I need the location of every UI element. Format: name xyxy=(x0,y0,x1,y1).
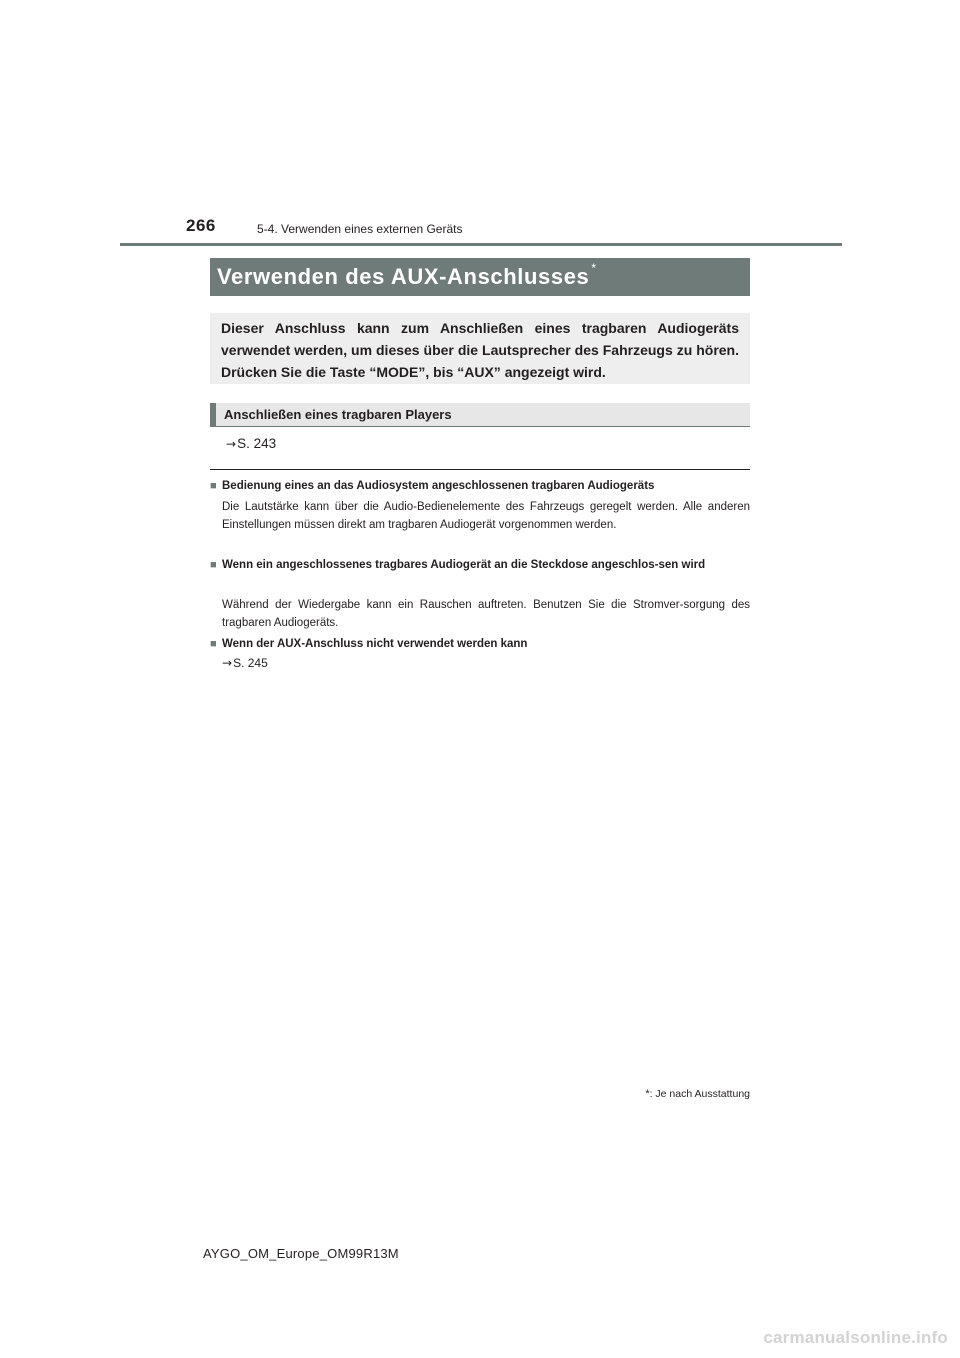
subsection-heading: Anschließen eines tragbaren Players xyxy=(224,407,452,422)
subsection-header xyxy=(210,403,750,427)
page-title: Verwenden des AUX-Anschlusses xyxy=(217,264,590,289)
note-body: Während der Wiedergabe kann ein Rauschen auftreten. Benutzen Sie die Stromver-sorgung des tragbaren Audiogeräts. xyxy=(222,599,750,629)
page-reference-text: S. 245 xyxy=(233,656,268,670)
intro-box xyxy=(210,313,750,384)
asterisk-icon: * xyxy=(645,1088,650,1100)
watermark: carmanualsonline.info xyxy=(763,1328,948,1347)
optional-equipment-asterisk-icon: * xyxy=(591,261,597,275)
note-heading xyxy=(210,635,750,653)
page-reference-link[interactable] xyxy=(222,656,268,670)
section-title-bar xyxy=(210,258,750,296)
page-number: 266 xyxy=(186,216,216,235)
note-heading-text: Wenn der AUX-Anschluss nicht verwendet werden kann xyxy=(222,638,528,650)
square-bullet-icon: ■ xyxy=(210,638,217,650)
arrow-right-icon: → xyxy=(226,437,237,451)
note-body: Die Lautstärke kann über die Audio-Bedienelemente des Fahrzeugs geregelt werden. Alle anderen Einstellungen müssen direkt am tragbaren Audiogerät vorgenommen werden. xyxy=(222,501,750,531)
note-heading-text: Wenn ein angeschlossenes tragbares Audiogerät an die Steckdose angeschlos-sen wird xyxy=(222,559,706,571)
page-reference-text: S. 243 xyxy=(237,436,277,451)
note-heading xyxy=(210,477,750,495)
header-divider xyxy=(120,243,842,246)
arrow-right-icon: → xyxy=(222,656,233,670)
section-breadcrumb: 5-4. Verwenden eines externen Geräts xyxy=(257,222,463,236)
square-bullet-icon: ■ xyxy=(210,559,217,571)
square-bullet-icon: ■ xyxy=(210,480,217,492)
footnote-text: : Je nach Ausstattung xyxy=(649,1088,750,1100)
note-heading xyxy=(210,556,750,574)
document-id: AYGO_OM_Europe_OM99R13M xyxy=(203,1246,399,1261)
footnote xyxy=(645,1088,750,1100)
page-reference-link[interactable] xyxy=(226,436,276,451)
subsection-marker xyxy=(210,403,216,426)
notes-divider xyxy=(210,469,750,470)
intro-text: Dieser Anschluss kann zum Anschließen eines tragbaren Audiogeräts verwendet werden, um dieses über die Lautsprecher des Fahrzeugs zu hören. Drücken Sie die Taste “MODE”, bis “AUX” angezeigt wird. xyxy=(221,320,739,380)
note-heading-text: Bedienung eines an das Audiosystem angeschlossenen tragbaren Audiogeräts xyxy=(222,480,655,492)
